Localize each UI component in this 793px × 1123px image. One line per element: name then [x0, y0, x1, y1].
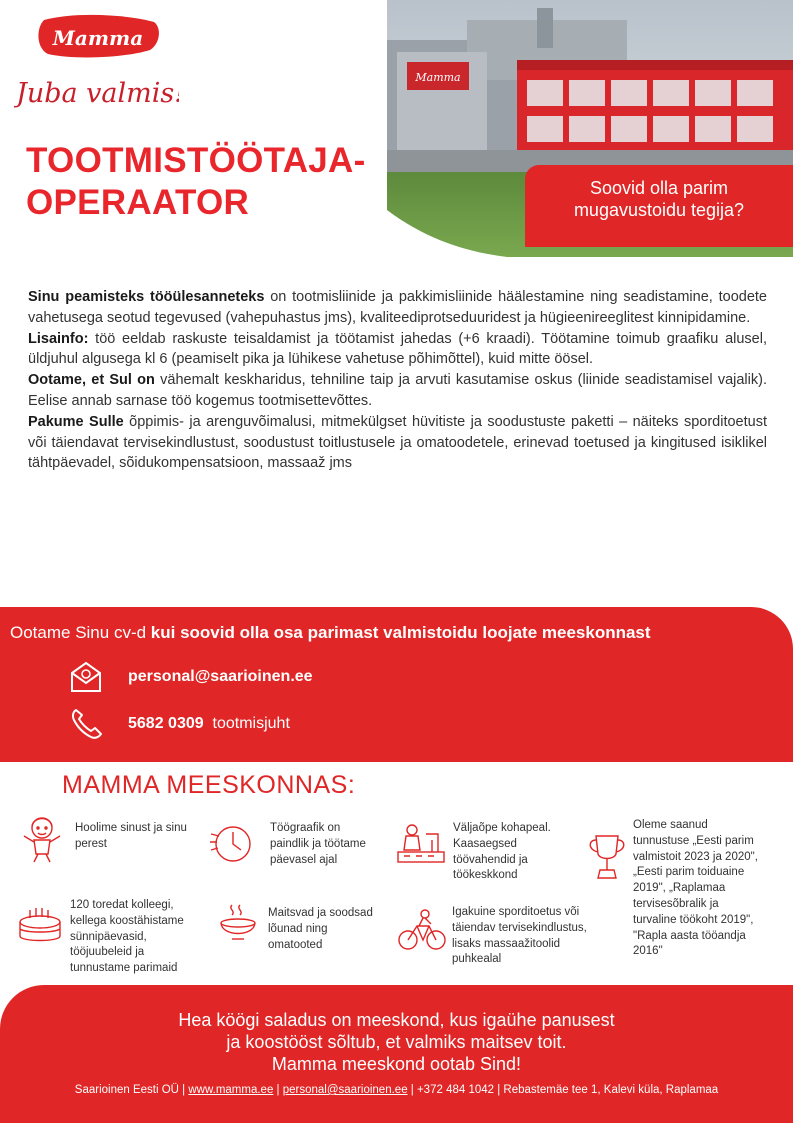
phone-icon	[68, 706, 104, 742]
banner-line1: Soovid olla parim	[589, 178, 729, 198]
footer-company: Saarioinen Eesti OÜ |	[74, 1084, 189, 1096]
offer-label: Pakume Sulle	[28, 413, 124, 430]
team-section-title: MAMMA MEESKONNAS:	[62, 771, 356, 799]
perk-awards: Oleme saanud tunnustuse „Eesti parim valmistoit 2023 ja 2020", „Eesti parim toiduaine 2019", „Raplamaa tervisesõbralik ja turvaline töökoht 2019", "Rapla aasta tööandja 2016"	[633, 819, 758, 958]
job-title	[26, 140, 406, 224]
contact-phone[interactable]: 5682 0309	[128, 715, 204, 732]
cake-icon	[16, 906, 64, 946]
perk-lunch: Maitsvad ja soodsad lõunad ning omatooted	[268, 907, 373, 951]
mamma-logo	[14, 14, 179, 114]
contact-band	[0, 607, 793, 762]
svg-text:Mamma: Mamma	[52, 26, 144, 50]
perk-schedule: Töögraafik on paindlik ja töötame päevasel ajal	[270, 822, 366, 866]
footer-website-link[interactable]: www.mamma.ee	[188, 1084, 274, 1096]
banner-line2: mugavustoidu tegija?	[573, 200, 745, 220]
footer-address: | +372 484 1042 | Rebastemäe tee 1, Kalevi küla, Raplamaa	[407, 1084, 719, 1096]
offer-text: õppimis- ja arenguvõimalusi, mitmekülgset hüvitiste ja soodustuste paketti – näiteks sporditoetust või täiendavat tervisekindlustust, soodustust toitlustusele ja omatoodetele, erinevad toetused ja kingitused isiklikel tähtpäevadel, sõidukompensatsioon, massaaž jms	[28, 413, 767, 472]
bicycle-icon	[397, 908, 447, 952]
duties-label: Sinu peamisteks tööülesanneteks	[28, 289, 265, 305]
food-bowl-icon	[218, 903, 258, 947]
offer-paragraph	[28, 412, 767, 474]
clock-icon	[207, 820, 257, 864]
svg-text:Juba valmis!: Juba valmis!	[16, 78, 179, 109]
info-label: Lisainfo:	[28, 330, 89, 347]
footer-email-link[interactable]: personal@saarioinen.ee	[282, 1084, 408, 1096]
photo-banner	[525, 165, 793, 247]
email-icon	[68, 659, 104, 695]
job-description	[28, 287, 767, 474]
footer-slogan: Hea köögi saladus on meeskond, kus igaühe panusest ja koostööst sõltub, et valmiks maitsev toit. Mamma meeskond ootab Sind!	[178, 1010, 615, 1074]
expect-text: vähemalt keskharidus, tehniline taip ja arvuti kasutamise oskus (liinide seadistamisel vajalik). Eelise annab sarnase töö kogemus tootmisettevõttes.	[28, 372, 767, 409]
trophy-icon	[586, 832, 628, 884]
duties-paragraph	[28, 287, 767, 329]
expect-label: Ootame, et Sul on	[28, 372, 155, 389]
expect-paragraph	[28, 370, 767, 412]
perk-sport: Igakuine sporditoetus või täiendav tervisekindlustus, lisaks massaažitoolid puhkealal	[452, 906, 587, 966]
child-icon	[18, 812, 66, 864]
perk-colleagues: 120 toredat kolleegi, kellega koostähistame sünnipäevasid, tööjuubeleid ja tunnustame parimaid	[70, 899, 184, 975]
contact-email[interactable]: personal@saarioinen.ee	[128, 668, 313, 685]
job-title-line2: OPERAATOR	[26, 183, 250, 222]
info-text: töö eeldab raskuste teisaldamist ja töötamist jahedas (+6 kraadi). Töötamine toimub graafiku alusel, üldjuhul algusega kl 6 (peamiselt pika ja lühikese vahetuse põhimõttel), kuid mitte öösel.	[28, 330, 767, 368]
cv-call-to-action: Ootame Sinu cv-d kui soovid olla osa parimast valmistoidu loojate meeskonnast	[10, 623, 651, 642]
perk-training: Väljaõpe kohapeal. Kaasaegsed töövahendid ja töökeskkond	[453, 822, 551, 882]
perk-family: Hoolime sinust ja sinu perest	[75, 822, 187, 850]
info-paragraph	[28, 329, 767, 371]
phone-row	[68, 704, 290, 744]
svg-text:Mamma: Mamma	[415, 71, 461, 84]
email-row	[68, 657, 313, 697]
phone-note: tootmisjuht	[212, 715, 290, 732]
job-title-line1: TOOTMISTÖÖTAJA-	[26, 141, 366, 180]
footer-band	[0, 985, 793, 1123]
training-icon	[396, 822, 446, 866]
footer-contact-line: Saarioinen Eesti OÜ | www.mamma.ee | personal@saarioinen.ee | +372 484 1042 | Rebastemäe tee 1, Kalevi küla, Raplamaa	[74, 1084, 719, 1096]
duties-text: on tootmisliinide ja pakkimisliinide häälestamine ning seadistamine, toodete vahetusega seotud tegevused (vahepuhastus jms), kvaliteediprotseduuridest ja hügieenireeglitest kinnipidamine.	[28, 289, 767, 326]
